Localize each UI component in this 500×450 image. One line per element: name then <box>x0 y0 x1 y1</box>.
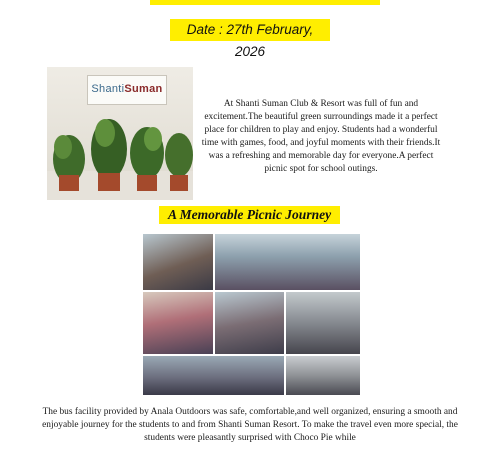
plant-4 <box>165 133 193 191</box>
top-highlight-bar <box>150 0 380 5</box>
section-heading: A Memorable Picnic Journey <box>159 206 340 224</box>
collage-photo <box>143 292 213 354</box>
potted-plants-illustration <box>47 67 193 200</box>
plant-2 <box>91 119 127 191</box>
resort-entrance-photo <box>47 67 193 200</box>
collage-photo <box>143 234 213 290</box>
plant-1 <box>53 135 85 191</box>
collage-photo <box>286 356 360 395</box>
collage-photo <box>286 292 360 354</box>
date-banner: Date : 27th February, 2026 <box>170 19 330 41</box>
collage-photo <box>215 234 360 290</box>
collage-photo <box>215 292 284 354</box>
sign-text-main: Shanti <box>91 83 125 95</box>
bus-facility-paragraph: The bus facility provided by Anala Outdoors was safe, comfortable,and well organized, ensuring a smooth and enjoyable journey for the students to and from Shanti Suman Resort. To make the travel even more special, the students were pleasantly surprised with Choco Pie while <box>42 407 458 443</box>
collage-photo <box>143 356 284 395</box>
resort-description-paragraph: At Shanti Suman Club & Resort was full of fun and excitement.The beautiful green surroundings made it a perfect place for children to play and enjoy. Students had a wonderful time with games, food, and joyful moments with their friends.It was a refreshing and memorable day for everyone.A perfect picnic spot for school outings. <box>201 99 441 174</box>
plant-3 <box>130 127 164 191</box>
bus-journey-photo-collage <box>143 234 360 395</box>
sign-text-accent: Suman <box>124 83 163 95</box>
